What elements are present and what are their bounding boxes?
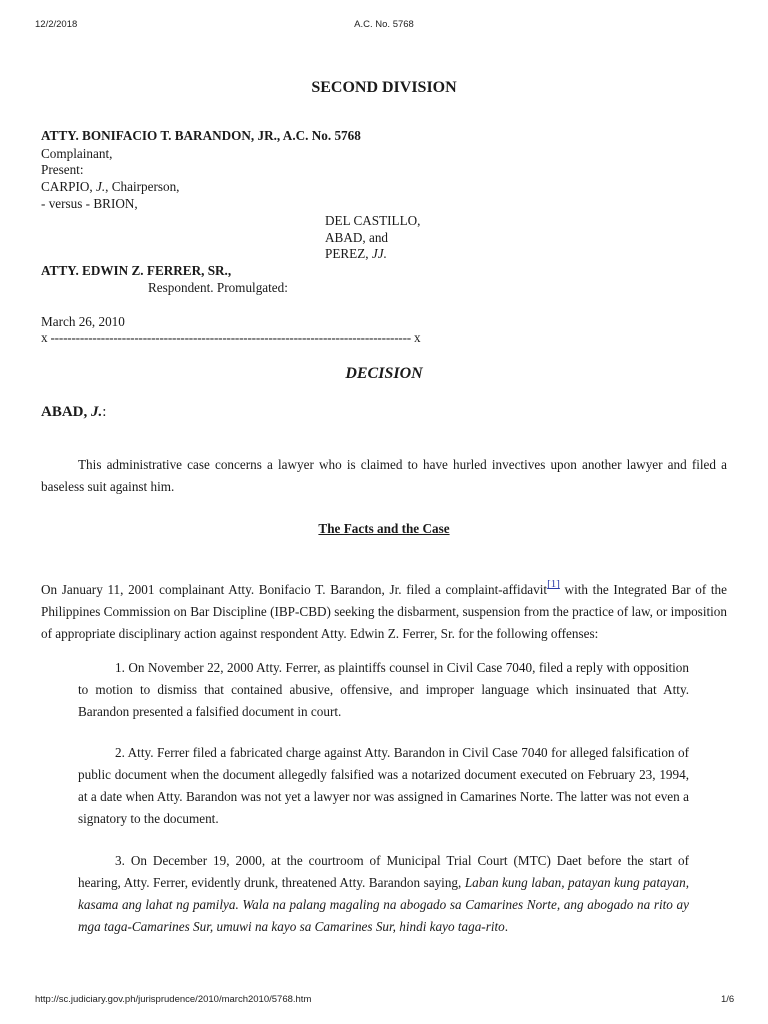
carpio-j: J. — [95, 179, 106, 194]
perez-name: PEREZ, — [325, 246, 372, 261]
carpio-role: , Chairperson, — [105, 179, 180, 194]
intro-paragraph: This administrative case concerns a lawyer who is claimed to have hurled invectives upon another lawyer and filed a baseless suit against him. — [41, 457, 727, 494]
justice-abad: ABAD, and — [325, 230, 389, 245]
ponente — [41, 403, 106, 421]
print-url: http://sc.judiciary.gov.ph/jurisprudence/2010/march2010/5768.htm — [35, 994, 312, 1005]
offense-item: 1. On November 22, 2000 Atty. Ferrer, as plaintiffs counsel in Civil Case 7040, filed a reply with opposition to motion to dismiss that contained abusive, offensive, and improper language which insinuated that Atty. Barandon presented a falsified document in court. — [78, 660, 689, 719]
print-title: A.C. No. 5768 — [354, 19, 414, 30]
ponente-name: ABAD, — [41, 404, 92, 420]
division-title: SECOND DIVISION — [311, 79, 457, 96]
facts-text-after: with the Integrated Bar of the Philippines Commission on Bar Discipline (IBP-CBD) seeking the disbarment, suspension from the practice of law, or imposition of appropriate disciplinary action against respondent Atty. Edwin Z. Ferrer, Sr. for the following offenses: — [41, 582, 727, 641]
versus-brion: - versus - BRION, — [41, 196, 138, 211]
offense-item: 3. On December 19, 2000, at the courtroom of Municipal Trial Court (MTC) Daet before the start of hearing, Atty. Ferrer, evidently drunk, threatened Atty. Barandon saying, Laban kung laban, patayan kung patayan, kasama ang lahat ng pamilya. Wala na palang magaling na abogado sa Camarines Norte, ang abogado na rito ay mga taga-Camarines Sur, umuwi na kayo sa Camarines Sur, hindi kayo taga-rito. — [78, 853, 689, 934]
facts-text-before: On January 11, 2001 complainant Atty. Bonifacio T. Barandon, Jr. filed a complaint-affidavit — [41, 582, 548, 597]
justice-perez — [325, 246, 387, 262]
section-heading: The Facts and the Case — [318, 521, 450, 536]
complainant-line: ATTY. BONIFACIO T. BARANDON, JR., A.C. No. 5768 — [41, 128, 361, 143]
present-label: Present: — [41, 162, 84, 177]
justice-carpio — [41, 179, 179, 195]
respondent-line: ATTY. EDWIN Z. FERRER, SR., — [41, 263, 232, 278]
offense-quote: Laban kung laban, patayan kung patayan, kasama ang lahat ng pamilya. Wala na palang magaling na abogado sa Camarines Norte, ang abogado na rito ay mga taga-Camarines Sur, umuwi na kayo sa Camarines Sur, hindi kayo taga-rito — [78, 875, 689, 934]
carpio-name: CARPIO, — [41, 179, 96, 194]
footnote-link[interactable]: [1] — [547, 578, 560, 590]
decision-title: DECISION — [345, 365, 423, 382]
offense-item: 2. Atty. Ferrer filed a fabricated charge against Atty. Barandon in Civil Case 7040 for alleged falsification of public document when the document allegedly falsified was a notarized document executed on February 23, 1994, at a date when Atty. Barandon was not yet a lawyer nor was assigned in Camarines Norte. The latter was not even a signatory to the document. — [78, 745, 689, 826]
perez-jj: JJ. — [371, 246, 387, 261]
ponente-colon: : — [102, 404, 107, 420]
print-page-number: 1/6 — [721, 994, 735, 1005]
facts-paragraph — [41, 573, 727, 645]
ponente-j: J. — [91, 404, 103, 420]
caption-separator: x -------------------------------------------------------------------------------------- x — [41, 330, 421, 345]
promulgated-date: March 26, 2010 — [41, 314, 125, 329]
justice-del-castillo: DEL CASTILLO, — [325, 213, 421, 228]
complainant-role: Complainant, — [41, 146, 113, 161]
respondent-role: Respondent. Promulgated: — [148, 280, 288, 295]
print-date: 12/2/2018 — [35, 19, 78, 30]
